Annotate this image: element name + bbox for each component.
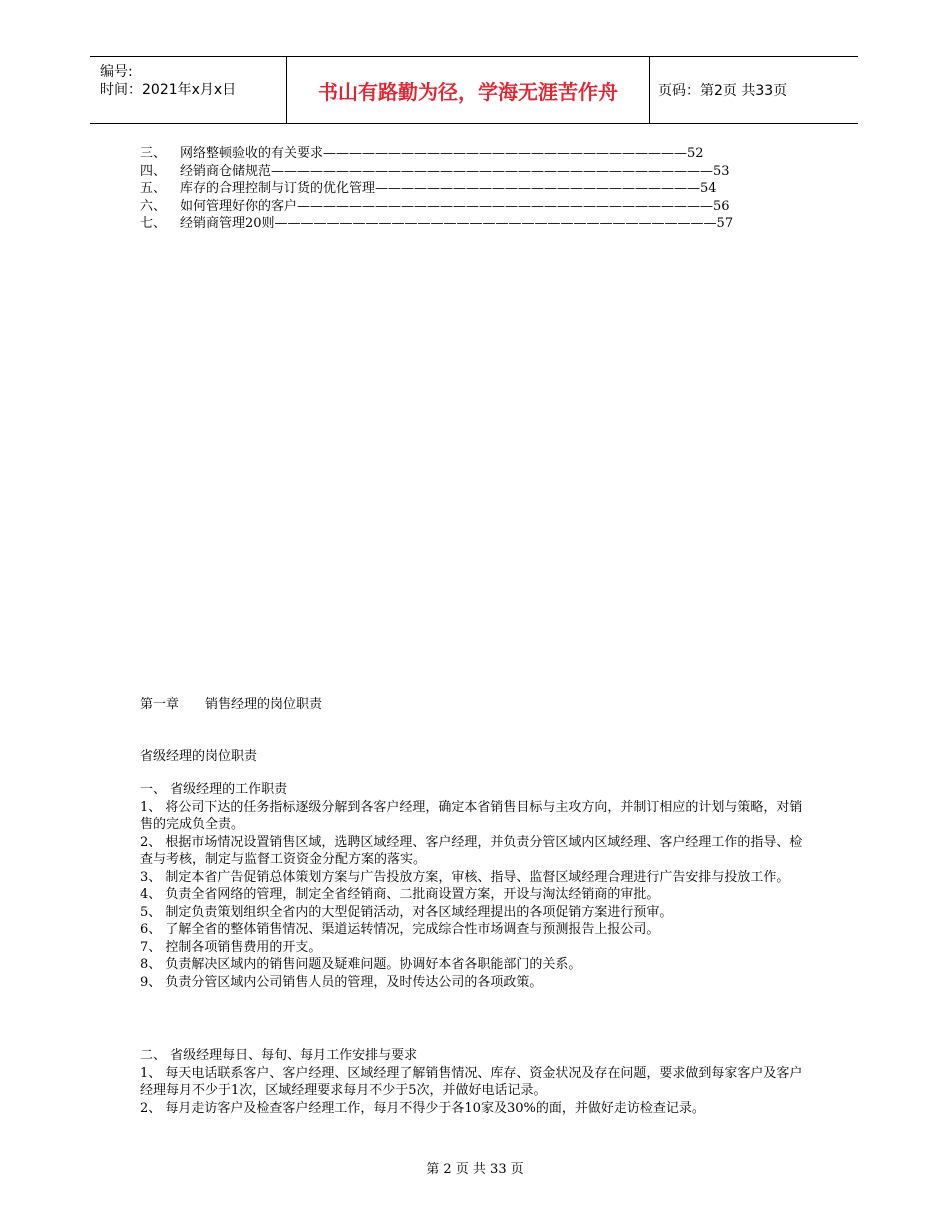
section-title: 一、 省级经理的工作职责 [140, 782, 288, 797]
toc-text: 网络整顿验收的有关要求————————————————————————————52 [180, 146, 704, 161]
toc-number: 四、 [140, 163, 167, 179]
toc-entry [140, 145, 733, 163]
toc-entry [140, 163, 733, 181]
chapter-title: 销售经理的岗位职责 [205, 697, 323, 712]
number-label: 编号: [100, 64, 133, 80]
header-meta [90, 57, 287, 123]
toc-number: 七、 [140, 216, 167, 231]
list-item: 3、 制定本省广告促销总体策划方案与广告投放方案，审核、指导、监督区域经理合理进行广告安排与投放工作。 [140, 869, 790, 885]
table-of-contents [140, 145, 733, 233]
list-item: 1、 将公司下达的任务指标逐级分解到各客户经理，确定本省销售目标与主攻方向，并制订相应的计划与策略，对销售的完成负全责。 [140, 799, 803, 832]
toc-number: 六、 [140, 198, 167, 214]
list-item: 5、 制定负责策划组织全省内的大型促销活动，对各区域经理提出的各项促销方案进行预审。 [140, 904, 673, 920]
toc-entry [140, 198, 733, 216]
list-item: 9、 负责分管区域内公司销售人员的管理，及时传达公司的各项政策。 [140, 974, 543, 990]
list-item: 7、 控制各项销售费用的开支。 [140, 939, 322, 955]
section-title: 二、 省级经理每日、每旬、每月工作安排与要求 [140, 1048, 418, 1063]
list-item: 4、 负责全省网络的管理，制定全省经销商、二批商设置方案，开设与淘汰经销商的审批。 [140, 887, 660, 902]
chapter-heading [140, 693, 322, 712]
list-item: 2、 每月走访客户及检查客户经理工作，每月不得少于各10家及30%的面，并做好走访检查记录。 [140, 1100, 705, 1116]
toc-number: 五、 [140, 181, 167, 196]
list-item: 2、 根据市场情况设置销售区域，选聘区域经理、客户经理，并负责分管区域内区域经理、客户经理工作的指导、检查与考核，制定与监督工资资金分配方案的落实。 [140, 834, 803, 867]
toc-text: 经销商仓储规范——————————————————————————————————53 [180, 163, 730, 179]
toc-number: 三、 [140, 146, 167, 161]
toc-text: 如何管理好你的客户————————————————————————————————56 [180, 198, 730, 214]
chapter-label: 第一章 [140, 697, 180, 712]
section-schedule [140, 1047, 812, 1117]
page-footer: 第 2 页 共 33 页 [426, 1162, 524, 1177]
toc-entry [140, 215, 733, 233]
time-label: 时间：2021年x月x日 [100, 82, 237, 98]
section-duties [140, 781, 812, 991]
toc-text: 库存的合理控制与订货的优化管理—————————————————————————54 [180, 181, 717, 196]
toc-entry [140, 180, 733, 198]
list-item: 6、 了解全省的整体销售情况、渠道运转情况，完成综合性市场调查与预测报告上报公司。 [140, 922, 660, 937]
list-item: 8、 负责解决区域内的销售问题及疑难问题。协调好本省各职能部门的关系。 [140, 957, 582, 972]
page-header [90, 56, 858, 124]
section-subtitle: 省级经理的岗位职责 [140, 749, 258, 764]
toc-text: 经销商管理20则——————————————————————————————————57 [180, 216, 734, 231]
list-item: 1、 每天电话联系客户、客户经理、区域经理了解销售情况、库存、资金状况及存在问题，要求做到每家客户及客户经理每月不少于1次，区域经理要求每月不少于5次，并做好电话记录。 [140, 1065, 803, 1098]
header-motto: 书山有路勤为径，学海无涯苦作舟 [287, 57, 650, 123]
header-page-info: 页码：第2页 共33页 [658, 83, 788, 99]
